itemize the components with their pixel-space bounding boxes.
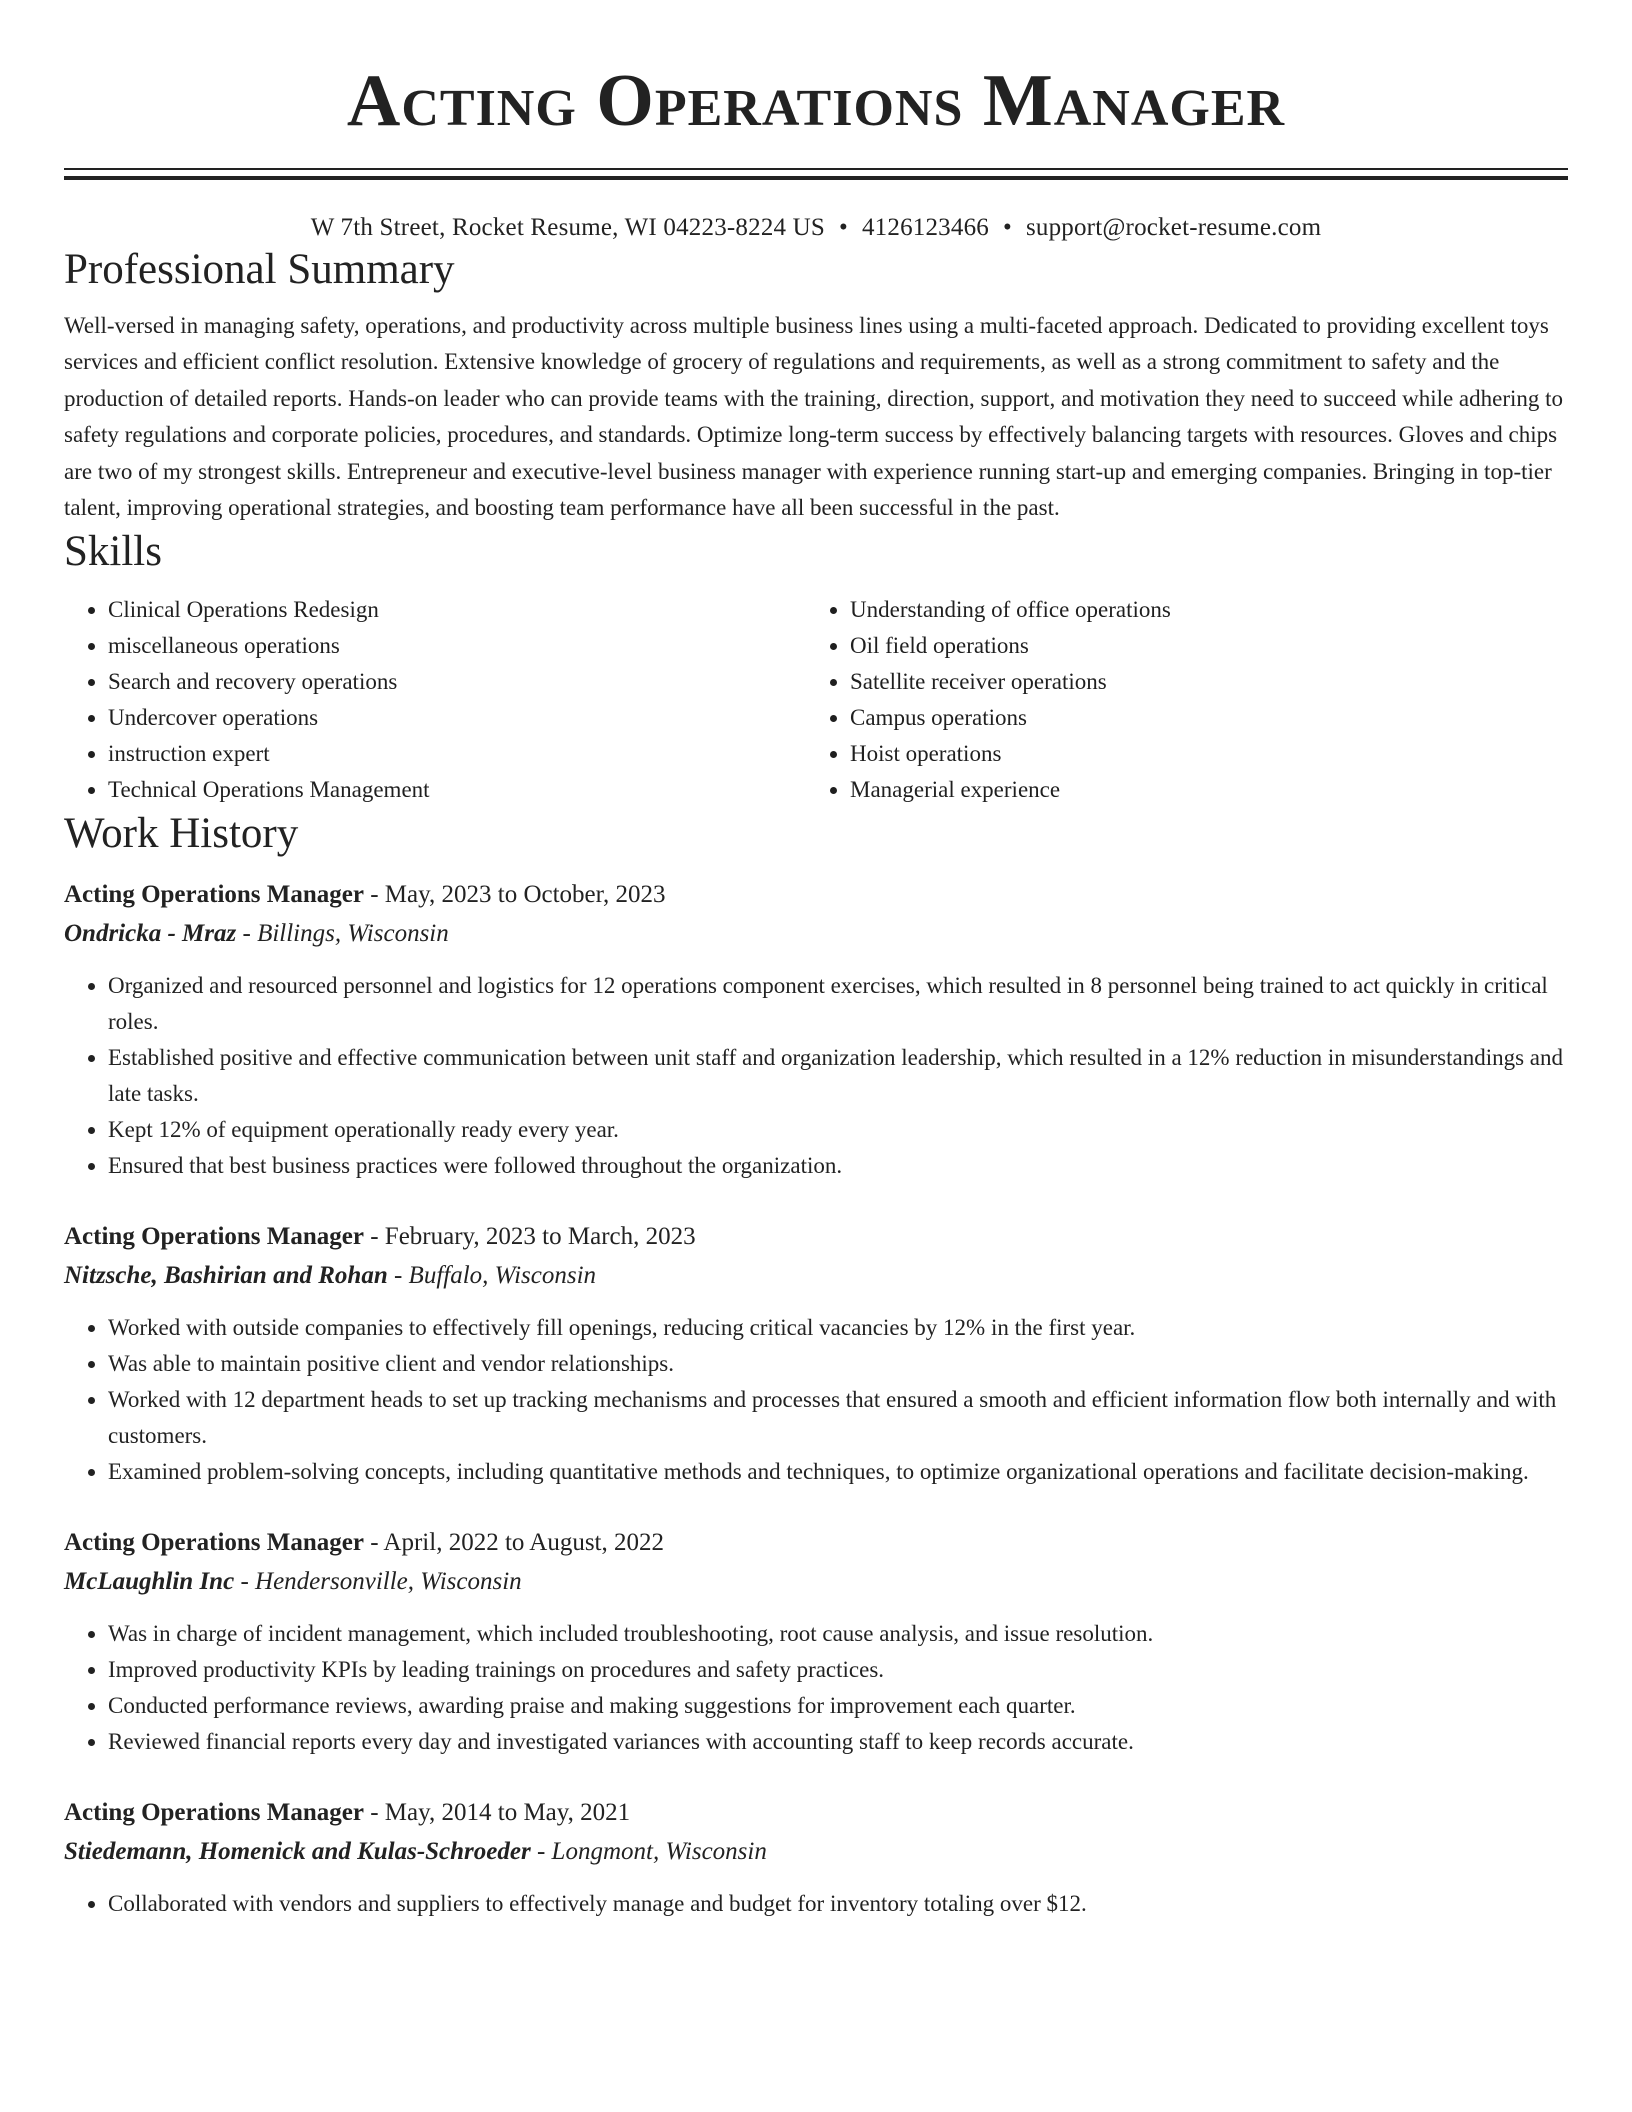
contact-separator: •	[1002, 214, 1012, 241]
skills-list-left	[64, 592, 806, 808]
job-bullet: • Reviewed financial reports every day and investigated variances with accounting staff to keep records accurate.	[108, 1724, 1568, 1760]
job-location: Hendersonville, Wisconsin	[255, 1568, 522, 1596]
job-dates: April, 2022 to August, 2022	[383, 1529, 664, 1557]
job-bullet: • Organized and resourced personnel and logistics for 12 operations component exercises, which resulted in 8 personnel being trained to act quickly in critical roles.	[108, 968, 1568, 1040]
job-entry	[64, 876, 1568, 1184]
skill-item: • instruction expert	[108, 736, 806, 772]
contact-phone: 4126123466	[861, 214, 989, 241]
job-entry	[64, 1218, 1568, 1490]
job-dates: February, 2023 to March, 2023	[384, 1223, 696, 1251]
job-company-line: Nitzsche, Bashirian and Rohan - Buffalo, Wisconsin	[64, 1262, 597, 1290]
contact-separator: •	[839, 214, 848, 241]
skill-item: • Managerial experience	[850, 772, 1548, 808]
job-company-line: Ondricka - Mraz - Billings, Wisconsin	[64, 920, 449, 948]
job-header: Acting Operations Manager - February, 2023 to March, 2023	[64, 1223, 696, 1251]
job-entry	[64, 1524, 1568, 1760]
resume-title: Acting Operations Manager	[346, 60, 1286, 142]
skills-heading: Skills	[64, 528, 162, 576]
job-location: Buffalo, Wisconsin	[408, 1262, 597, 1290]
job-title: Acting Operations Manager	[64, 1799, 364, 1827]
job-header: Acting Operations Manager - May, 2023 to October, 2023	[64, 881, 666, 909]
job-bullet: • Worked with 12 department heads to set up tracking mechanisms and processes that ensured a smooth and efficient information flow both internally and with customers.	[108, 1382, 1568, 1454]
job-bullet: • Ensured that best business practices were followed throughout the organization.	[108, 1148, 1568, 1184]
job-title: Acting Operations Manager	[64, 1223, 364, 1251]
job-bullet: • Collaborated with vendors and suppliers to effectively manage and budget for inventory totaling over $12.	[108, 1886, 1568, 1922]
job-location: Billings, Wisconsin	[257, 920, 449, 948]
job-dates: May, 2023 to October, 2023	[384, 881, 666, 909]
skills-list-right	[806, 592, 1548, 808]
job-header: Acting Operations Manager - April, 2022 to August, 2022	[64, 1529, 664, 1557]
skill-item: • Campus operations	[850, 700, 1548, 736]
job-bullet: • Improved productivity KPIs by leading trainings on procedures and safety practices.	[108, 1652, 1568, 1688]
job-company-line: McLaughlin Inc - Hendersonville, Wisconsin	[64, 1568, 522, 1596]
summary-text: Well-versed in managing safety, operations, and productivity across multiple business lines using a multi-faceted approach. Dedicated to providing excellent toys services and efficient conflict resolution. Extensive knowledge of grocery of regulations and requirements, as well as a strong commitment to safety and the production of detailed reports. Hands-on leader who can provide teams with the training, direction, support, and motivation they need to succeed while adhering to safety regulations and corporate policies, procedures, and standards. Optimize long-term success by effectively balancing targets with resources. Gloves and chips are two of my strongest skills. Entrepreneur and executive-level business manager with experience running start-up and emerging companies. Bringing in top-tier talent, improving operational strategies, and boosting team performance have all been successful in the past.	[64, 313, 1564, 521]
job-bullet: • Worked with outside companies to effectively fill openings, reducing critical vacancies by 12% in the first year.	[108, 1310, 1568, 1346]
skill-item: • Undercover operations	[108, 700, 806, 736]
skills-columns	[64, 592, 1568, 808]
job-bullet: • Established positive and effective communication between unit staff and organization leadership, which resulted in a 12% reduction in misunderstandings and late tasks.	[108, 1040, 1568, 1112]
job-bullets	[64, 1310, 1568, 1490]
contact-email: support@rocket-resume.com	[1025, 214, 1322, 241]
job-title: Acting Operations Manager	[64, 881, 364, 909]
job-bullets	[64, 968, 1568, 1184]
skill-item: • Clinical Operations Redesign	[108, 592, 806, 628]
job-bullet: • Examined problem-solving concepts, including quantitative methods and techniques, to optimize organizational operations and facilitate decision-making.	[108, 1454, 1568, 1490]
skill-item: • Hoist operations	[850, 736, 1548, 772]
job-company-line: Stiedemann, Homenick and Kulas-Schroeder - Longmont, Wisconsin	[64, 1838, 767, 1866]
work-history-heading: Work History	[64, 810, 299, 858]
title-divider	[64, 168, 1568, 180]
job-company: Stiedemann, Homenick and Kulas-Schroeder	[64, 1838, 531, 1866]
job-bullet: • Kept 12% of equipment operationally ready every year.	[108, 1112, 1568, 1148]
skill-item: • miscellaneous operations	[108, 628, 806, 664]
contact-address: W 7th Street, Rocket Resume, WI 04223-8224 US	[310, 214, 826, 241]
job-company: Nitzsche, Bashirian and Rohan	[64, 1262, 388, 1290]
job-bullet: • Was able to maintain positive client and vendor relationships.	[108, 1346, 1568, 1382]
job-bullets	[64, 1886, 1568, 1922]
skill-item: • Oil field operations	[850, 628, 1548, 664]
job-title: Acting Operations Manager	[64, 1529, 364, 1557]
job-company: Ondricka - Mraz	[64, 920, 237, 948]
skill-item: • Understanding of office operations	[850, 592, 1548, 628]
job-company: McLaughlin Inc	[64, 1568, 235, 1596]
job-entry	[64, 1794, 1568, 1922]
job-bullet: • Conducted performance reviews, awarding praise and making suggestions for improvement each quarter.	[108, 1688, 1568, 1724]
job-bullet: • Was in charge of incident management, which included troubleshooting, root cause analysis, and issue resolution.	[108, 1616, 1568, 1652]
skill-item: • Satellite receiver operations	[850, 664, 1548, 700]
summary-heading: Professional Summary	[64, 246, 455, 293]
contact-line	[64, 212, 1568, 244]
job-header: Acting Operations Manager - May, 2014 to May, 2021	[64, 1799, 631, 1827]
skill-item: • Technical Operations Management	[108, 772, 806, 808]
job-bullets	[64, 1616, 1568, 1760]
job-dates: May, 2014 to May, 2021	[384, 1799, 631, 1827]
skill-item: • Search and recovery operations	[108, 664, 806, 700]
job-location: Longmont, Wisconsin	[551, 1838, 767, 1866]
